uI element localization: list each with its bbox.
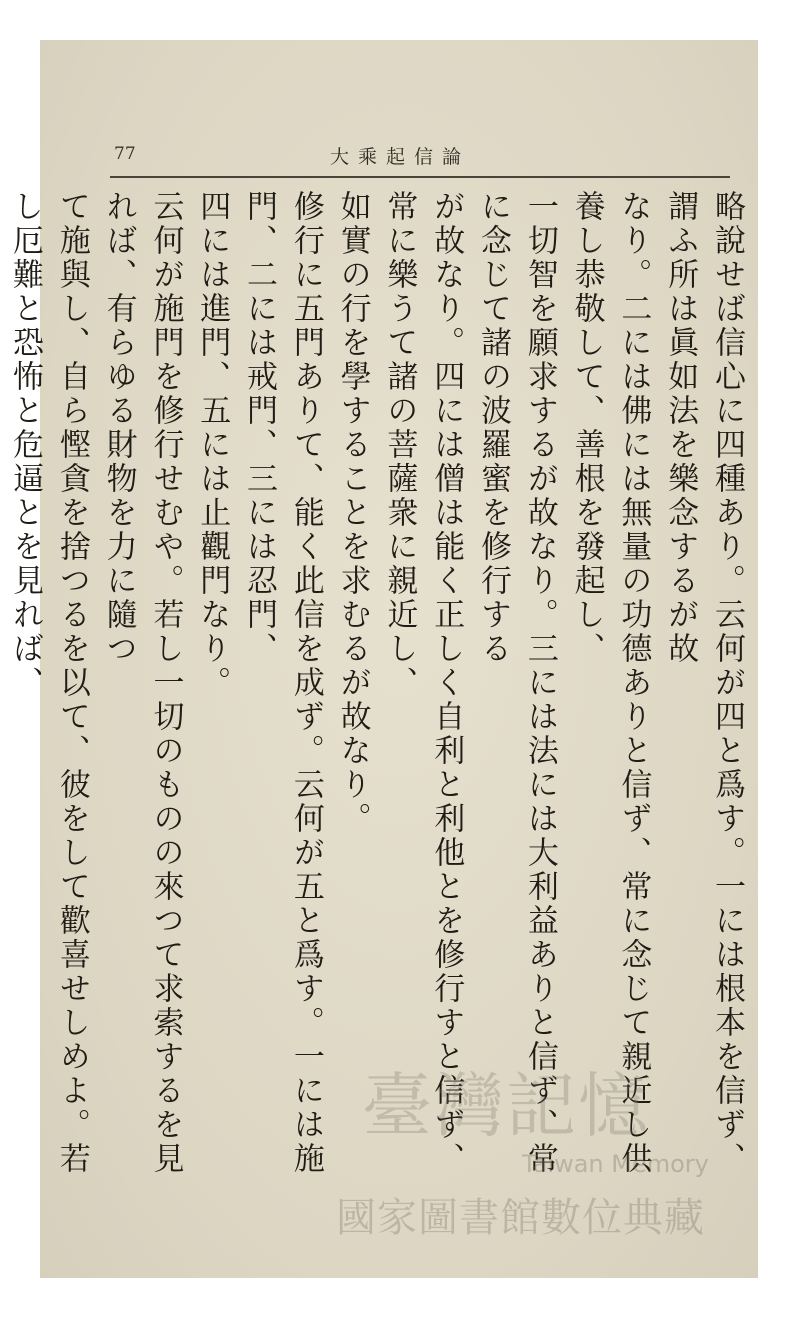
- page-number: 77: [114, 144, 136, 164]
- text-column: [0, 190, 1, 1200]
- text-column: 如實の行を學することを求むるが故なり。: [334, 190, 371, 836]
- watermark-english-text: Taiwan Memory: [522, 1150, 709, 1178]
- header-rule: [110, 176, 730, 178]
- text-column: が故なり。四には僧は能く正しく自利と利他とを修行すと信ず、常に樂うて諸の菩薩衆に親近し、: [381, 190, 465, 1176]
- vertical-text-body: [7, 190, 750, 1200]
- text-column: 四には進門、五には止觀門なり。: [194, 190, 231, 700]
- text-column: なり。二には佛には無量の功德ありと信ず、常に念じて親近し供養し恭敬して、善根を發起し、: [568, 190, 652, 1176]
- text-column: て施與し、自ら慳貪を捨つるを以て、彼をして歡喜せしめよ。若し厄難と恐怖と危逼とを見れば、: [7, 190, 90, 1176]
- page-header: [100, 144, 520, 170]
- text-column: 云何が施門を修行せむや。若し一切のものの來つて求索するを見れば、有らゆる財物を力に隨つ: [100, 190, 184, 1176]
- text-column: 一切智を願求するが故なり。三には法には大利益ありと信ず、常に念じて諸の波羅蜜を修行する: [475, 190, 558, 1176]
- watermark-emblem-text: 臺灣記憶: [362, 1065, 650, 1147]
- running-title: 大乘起信論: [330, 146, 471, 168]
- text-column: 修行に五門ありて、能く此信を成ず。云何が五と爲す。一には施門、二には戒門、三には忍門、: [241, 190, 324, 1176]
- text-column: 略說せば信心に四種あり。云何が四と爲す。一には根本を信ず、謂ふ所は眞如法を樂念するが故: [662, 190, 745, 1176]
- book-page: [7, 40, 758, 1278]
- watermark-chinese-text: 國家圖書館數位典藏: [336, 1195, 705, 1241]
